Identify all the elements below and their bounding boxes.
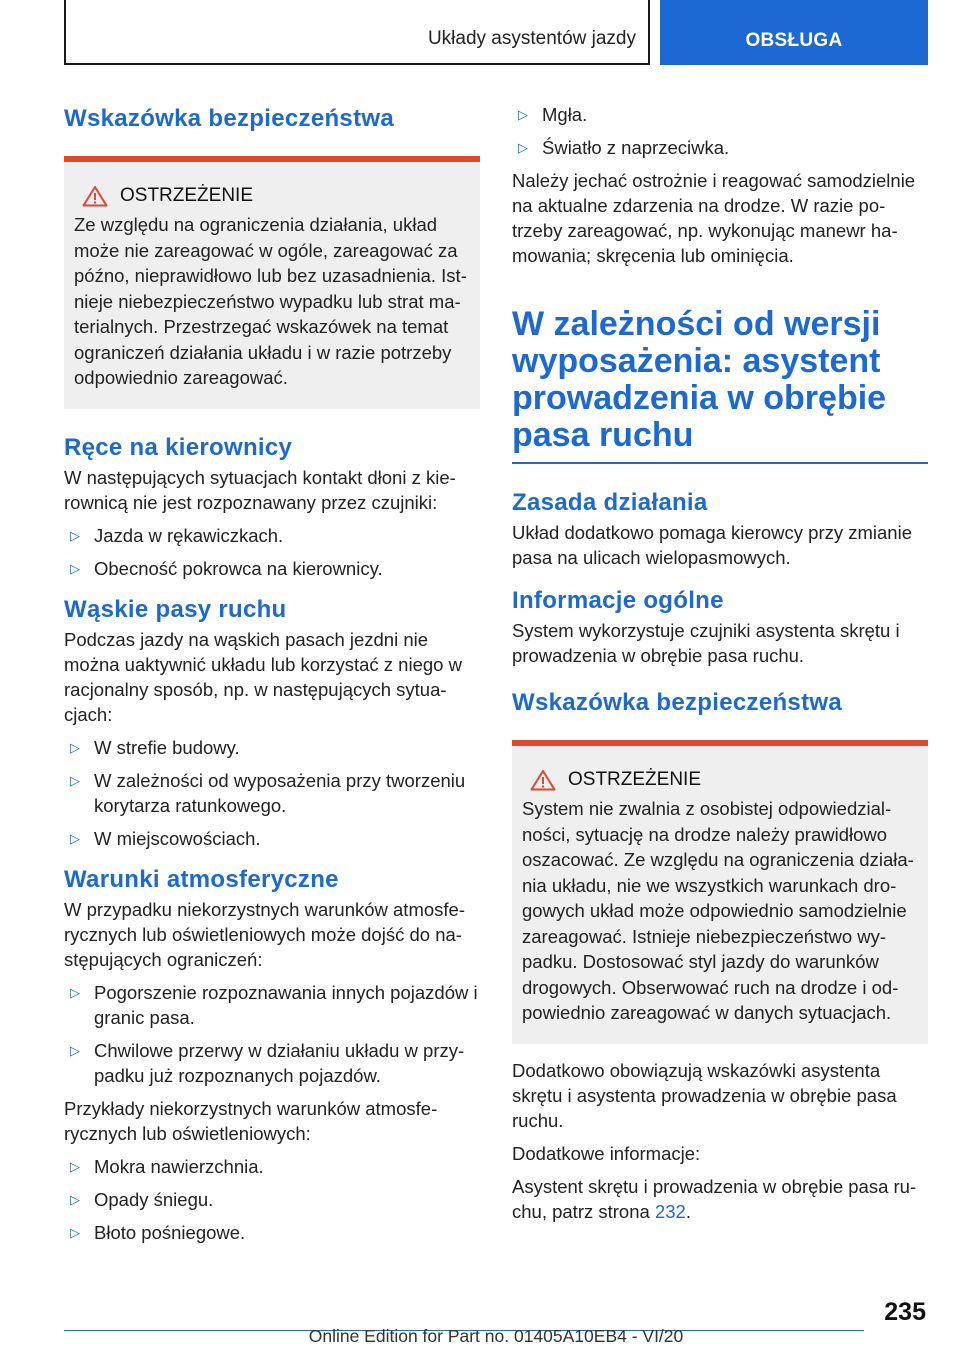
list-item: ▷ W miejscowościach. xyxy=(70,827,261,849)
warning-title-text: OSTRZEŻENIE xyxy=(568,769,702,790)
bullet-triangle-icon: ▷ xyxy=(70,1158,80,1174)
warning-triangle-icon xyxy=(82,185,108,207)
heading-hands-on-wheel: Ręce na kierownicy xyxy=(64,433,293,461)
warning-body: Ze względu na ograniczenia działania, układ może nie zareagować w ogóle, zareagować za późno, nieprawidłowo lub bez uzasadnienia. Istnieje niebezpieczeństwo wypadku lub strat materialnych. Przestrzegać wskazówek na temat ograniczeń działania układu i w razie potrzeby odpowiednio zareagować. xyxy=(74,214,467,388)
list-item: ▷ Błoto pośniegowe. xyxy=(70,1221,246,1243)
warning-title xyxy=(74,184,470,208)
bullet-triangle-icon: ▷ xyxy=(70,1042,80,1058)
list-item: ▷ Światło z naprzeciwka. xyxy=(518,137,730,158)
list-item: ▷ Mokra nawierzchnia. xyxy=(70,1155,264,1177)
chapter-heading: W zależności od wersji wyposażenia: asystent prowadzenia w obrębie pasa ruchu xyxy=(512,305,887,454)
list-weather xyxy=(64,980,480,1088)
bullet-triangle-icon: ▷ xyxy=(70,560,80,576)
heading-safety-note: Wskazówka bezpieczeństwa xyxy=(64,105,394,132)
heading-general-info: Informacje ogólne xyxy=(512,587,724,614)
bullet-triangle-icon: ▷ xyxy=(518,107,528,122)
paragraph-general: System wykorzystuje czujniki asystenta skrętu i prowadzenia w obrębie pasa ruchu. xyxy=(512,620,900,666)
section-header xyxy=(64,0,650,65)
list-narrow xyxy=(64,735,480,851)
warning-body: System nie zwalnia z osobistej odpowiedzialności, sytuację na drodze należy prawidłowo oszacować. Ze względu na ograniczenia działania układu, nie we wszystkich warunkach drogowych układ może odpowiednio samodzielnie zareagować. Istnieje niebezpieczeństwo wypadku. Dostosować styl jazdy do warunków drogowych. Obserwować ruch na drodze i odpowiednio zareagować w danych sytuacjach. xyxy=(522,798,914,1023)
list-item: ▷ Pogorszenie rozpoznawania innych pojazdów i granic pasa. xyxy=(70,981,478,1028)
right-column xyxy=(512,100,928,1224)
warning-box xyxy=(64,156,480,409)
paragraph-narrow: Podczas jazdy na wąskich pasach jezdni nie można uaktywnić układu lub korzystać z niego w racjonalny sposób, np. w następujących sytuacjach: xyxy=(64,628,462,725)
list-item: ▷ Jazda w rękawiczkach. xyxy=(70,524,284,546)
bullet-triangle-icon: ▷ xyxy=(70,1224,80,1240)
warning-title xyxy=(522,768,918,792)
heading-divider xyxy=(512,462,928,464)
paragraph-see-page: Asystent skrętu i prowadzenia w obrębie pasa ruchu, patrz strona 232. xyxy=(512,1175,917,1222)
heading-principle: Zasada działania xyxy=(512,489,708,516)
chapter-tab-label: OBSŁUGA xyxy=(745,30,843,51)
warning-triangle-icon xyxy=(530,769,556,791)
paragraph-additional: Dodatkowo obowiązują wskazówki asystenta skrętu i asystenta prowadzenia w obrębie pasa ruchu. xyxy=(512,1059,897,1131)
paragraph-principle: Układ dodatkowo pomaga kierowcy przy zmianie pasa na ulicach wielopasmowych. xyxy=(512,522,912,568)
bullet-triangle-icon: ▷ xyxy=(70,1191,80,1207)
paragraph-examples: Przykłady niekorzystnych warunków atmosferycznych lub oświetleniowych: xyxy=(64,1097,438,1144)
paragraph-drive-carefully: Należy jechać ostrożnie i reagować samodzielnie na aktualne zdarzenia na drodze. W razie potrzeby zareagować, np. wykonując manewr hamowania; skręcenia lub ominięcia. xyxy=(512,170,916,266)
chapter-tab xyxy=(660,0,928,65)
paragraph-weather: W przypadku niekorzystnych warunków atmosferycznych lub oświetleniowych może dojść do następujących ograniczeń: xyxy=(64,898,465,970)
warning-box xyxy=(512,740,928,1044)
bullet-triangle-icon: ▷ xyxy=(70,984,80,1000)
edition-note: Online Edition for Part no. 01405A10EB4 - VI/20 xyxy=(308,1326,684,1346)
bullet-triangle-icon: ▷ xyxy=(70,739,80,755)
paragraph-more-info: Dodatkowe informacje: xyxy=(512,1142,701,1164)
bullet-triangle-icon: ▷ xyxy=(70,772,80,788)
list-item: ▷ W strefie budowy. xyxy=(70,736,240,758)
heading-weather: Warunki atmosferyczne xyxy=(64,865,339,893)
warning-title-text: OSTRZEŻENIE xyxy=(120,185,254,206)
heading-narrow-lanes: Wąskie pasy ruchu xyxy=(64,595,287,623)
left-column xyxy=(64,100,480,1245)
heading-safety-note: Wskazówka bezpieczeństwa xyxy=(512,689,842,716)
list-item: ▷ W zależności od wyposażenia przy tworzeniu korytarza ratunkowego. xyxy=(70,769,466,816)
list-item: ▷ Chwilowe przerwy w działaniu układu w przypadku już rozpoznanych pojazdów. xyxy=(70,1039,465,1086)
section-title: Układy asystentów jazdy xyxy=(427,28,636,49)
bullet-triangle-icon: ▷ xyxy=(70,527,80,543)
page-number: 235 xyxy=(884,1298,926,1326)
paragraph-hands: W następujących sytuacjach kontakt dłoni z kierownicą nie jest rozpoznawany przez czujniki: xyxy=(64,466,456,513)
list-weather-continued xyxy=(512,102,928,160)
list-hands xyxy=(64,523,480,581)
list-item: ▷ Mgła. xyxy=(518,104,588,125)
list-item: ▷ Opady śniegu. xyxy=(70,1188,214,1210)
list-examples xyxy=(64,1154,480,1245)
bullet-triangle-icon: ▷ xyxy=(518,140,528,155)
list-item: ▷ Obecność pokrowca na kierownicy. xyxy=(70,557,383,579)
page-reference-link[interactable]: 232 xyxy=(654,1200,686,1222)
page-header xyxy=(64,0,928,65)
bullet-triangle-icon: ▷ xyxy=(70,830,80,846)
